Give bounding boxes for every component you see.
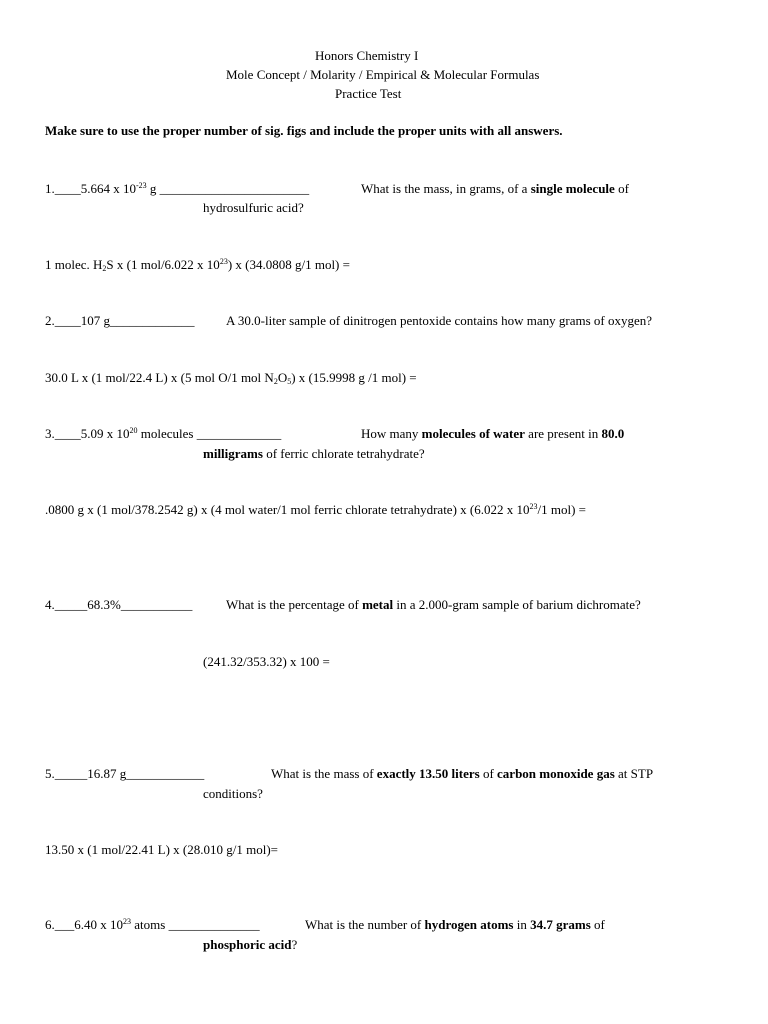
answer-value: 16.87 g: [87, 766, 127, 781]
question-5-text: [271, 766, 653, 782]
question-emphasis: exactly 13.50 liters: [376, 766, 480, 781]
question-text: How many: [361, 426, 422, 441]
question-text: in: [513, 917, 531, 932]
question-number: 3.: [45, 426, 55, 441]
question-1-text: [361, 181, 629, 197]
topics-title: Mole Concept / Molarity / Empirical & Molecular Formulas: [226, 67, 540, 82]
question-5-text-line2: conditions?: [203, 786, 263, 801]
question-2-answer-line: [45, 313, 195, 329]
question-emphasis: 34.7 grams: [530, 917, 591, 932]
question-3-text: [361, 426, 624, 442]
work-text: .0800 g x (1 mol/378.2542 g) x (4 mol water/1 mol ferric chlorate tetrahydrate) x (6.022 x 10: [45, 502, 530, 517]
answer-blank-trail: _______________________: [159, 181, 310, 196]
answer-blank-lead: ____: [54, 181, 81, 196]
question-6-answer-line: [45, 917, 260, 933]
question-6-text-line2: [203, 937, 297, 953]
work-text: ) x (34.0808 g/1 mol) =: [227, 257, 350, 272]
question-number: 2.: [45, 313, 55, 328]
answer-value: 107 g: [80, 313, 110, 328]
answer-exponent: 20: [129, 426, 138, 435]
question-text: What is the percentage of: [226, 597, 363, 612]
answer-exponent: -23: [136, 181, 147, 190]
question-emphasis: phosphoric acid: [203, 937, 292, 952]
answer-value: 68.3%: [87, 597, 121, 612]
answer-blank-trail: ____________: [126, 766, 205, 781]
work-text: /1 mol) =: [537, 502, 586, 517]
answer-blank-trail: ______________: [168, 917, 260, 932]
question-1-answer-line: [45, 181, 309, 197]
question-3-text-line2: [203, 446, 425, 462]
question-4-text: [226, 597, 641, 613]
work-subscript: 5: [287, 377, 292, 386]
answer-value: 6.40 x 10: [74, 917, 123, 932]
question-emphasis: carbon monoxide gas: [497, 766, 615, 781]
test-title: Practice Test: [335, 86, 402, 101]
answer-blank-trail: _____________: [110, 313, 195, 328]
question-text: What is the mass, in grams, of a: [361, 181, 531, 196]
answer-value: 5.09 x 10: [80, 426, 130, 441]
question-emphasis: single molecule: [530, 181, 615, 196]
question-text: in a 2.000-gram sample of barium dichromate?: [393, 597, 641, 612]
answer-blank-trail: ___________: [120, 597, 193, 612]
answer-value: 5.664 x 10: [80, 181, 136, 196]
work-subscript: 2: [102, 264, 107, 273]
question-2-work: [45, 370, 417, 386]
question-emphasis: molecules of water: [421, 426, 525, 441]
question-3-work: [45, 502, 586, 518]
question-text: of: [614, 181, 629, 196]
answer-blank-lead: ____: [54, 313, 81, 328]
question-5-answer-line: [45, 766, 204, 782]
answer-blank-trail: _____________: [196, 426, 282, 441]
question-4-work: (241.32/353.32) x 100 =: [203, 654, 330, 669]
instructions: Make sure to use the proper number of sig. figs and include the proper units with all answers.: [45, 123, 563, 138]
work-subscript: 2: [273, 377, 278, 386]
question-emphasis: 80.0: [601, 426, 625, 441]
question-number: 1.: [45, 181, 55, 196]
answer-blank-lead: _____: [54, 597, 88, 612]
question-number: 4.: [45, 597, 55, 612]
answer-blank-lead: ___: [54, 917, 75, 932]
question-4-answer-line: [45, 597, 192, 613]
question-3-answer-line: [45, 426, 281, 442]
answer-unit: atoms: [131, 917, 169, 932]
question-text: ?: [291, 937, 298, 952]
answer-exponent: 23: [123, 917, 131, 926]
answer-unit: molecules: [137, 426, 197, 441]
question-number: 5.: [45, 766, 55, 781]
work-text: 1 molec. H: [45, 257, 103, 272]
work-text: S x (1 mol/6.022 x 10: [106, 257, 220, 272]
answer-unit: g: [146, 181, 160, 196]
answer-blank-lead: ____: [54, 426, 81, 441]
work-text: O: [277, 370, 288, 385]
work-text: ) x (15.9998 g /1 mol) =: [291, 370, 417, 385]
question-emphasis: hydrogen atoms: [424, 917, 514, 932]
question-text: at STP: [614, 766, 654, 781]
question-6-text: [305, 917, 605, 933]
question-text: of: [590, 917, 605, 932]
work-text: 30.0 L x (1 mol/22.4 L) x (5 mol O/1 mol N: [45, 370, 274, 385]
question-2-text: A 30.0-liter sample of dinitrogen pentoxide contains how many grams of oxygen?: [226, 313, 653, 328]
question-5-work: 13.50 x (1 mol/22.41 L) x (28.010 g/1 mol)=: [45, 842, 279, 857]
question-1-text-line2: hydrosulfuric acid?: [203, 200, 304, 215]
question-emphasis: metal: [362, 597, 394, 612]
work-superscript: 23: [219, 257, 228, 266]
answer-blank-lead: _____: [54, 766, 88, 781]
question-text: What is the mass of: [271, 766, 377, 781]
question-number: 6.: [45, 917, 55, 932]
course-title: Honors Chemistry I: [315, 48, 419, 63]
question-text: What is the number of: [305, 917, 425, 932]
question-text: of ferric chlorate tetrahydrate?: [262, 446, 425, 461]
question-text: of: [479, 766, 498, 781]
question-emphasis: milligrams: [203, 446, 263, 461]
work-superscript: 23: [529, 502, 538, 511]
question-1-work: [45, 257, 350, 273]
question-text: are present in: [524, 426, 602, 441]
